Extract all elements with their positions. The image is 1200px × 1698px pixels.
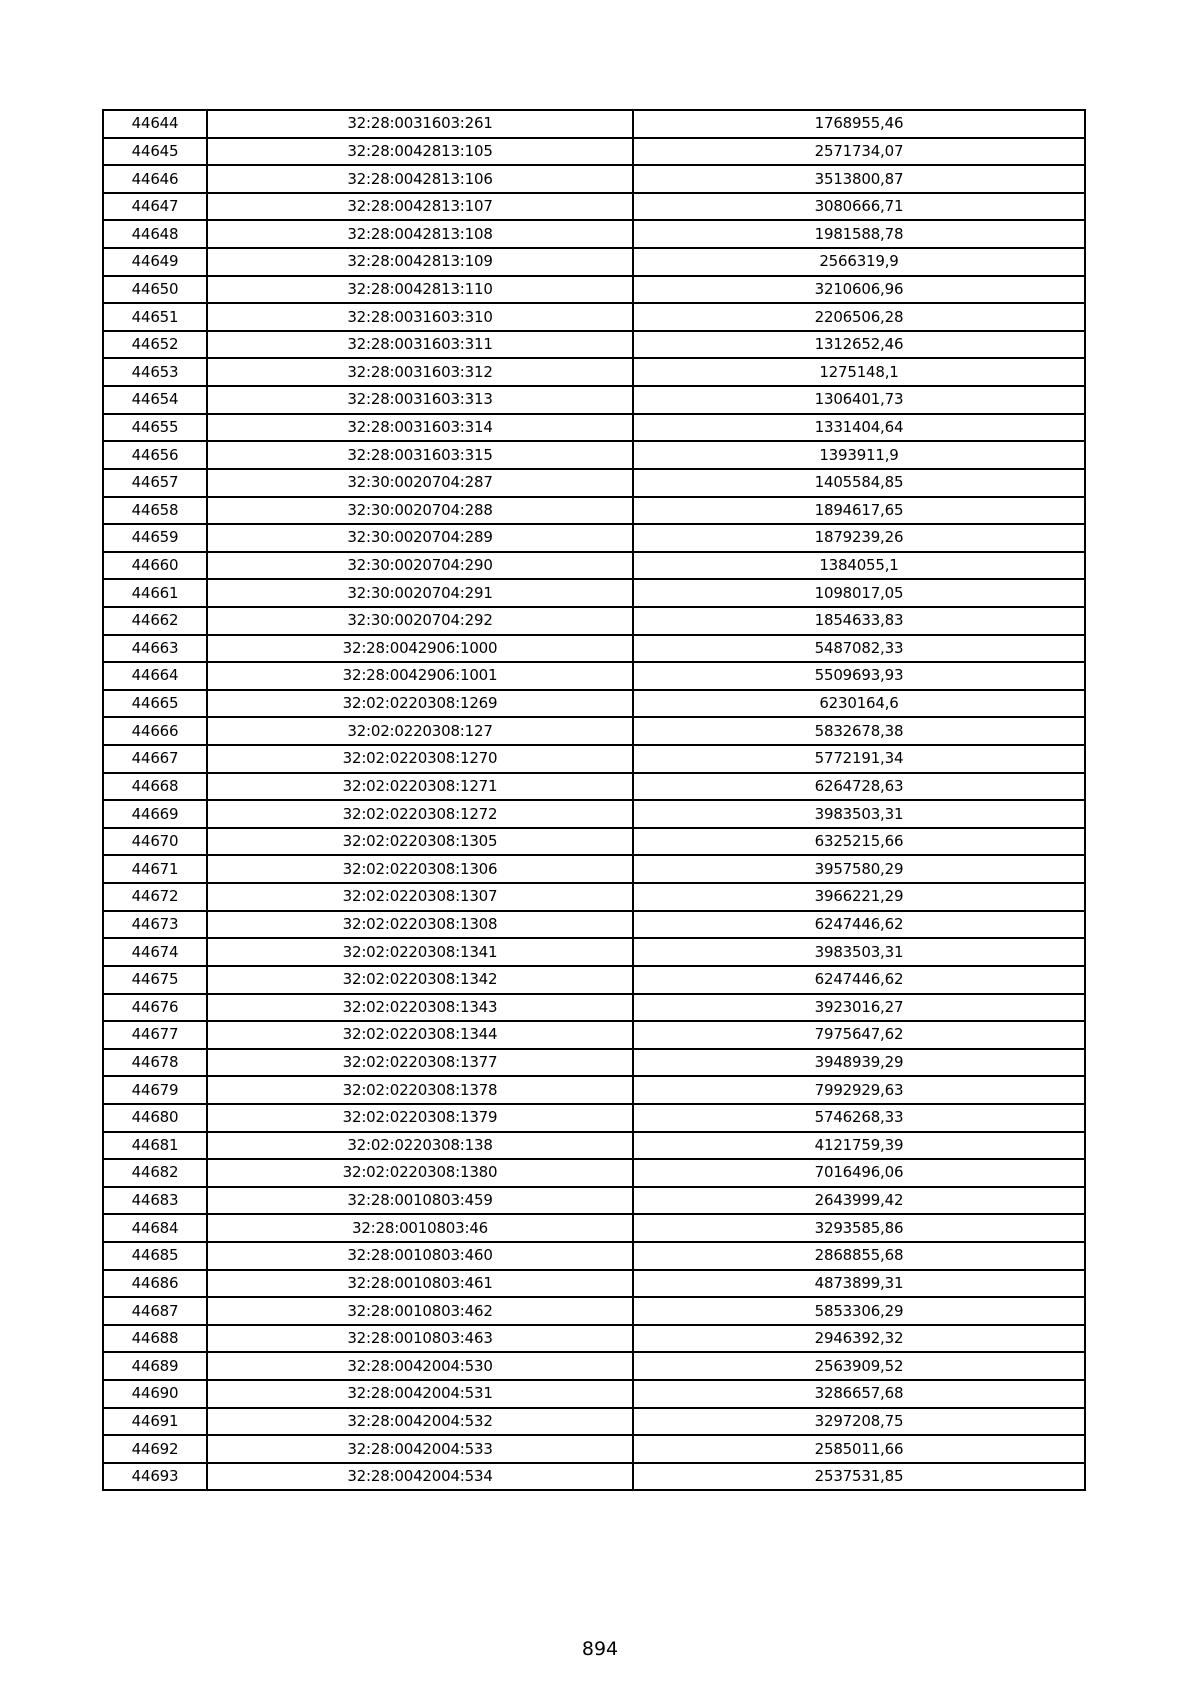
table-row [103,1104,1085,1132]
row-number-cell: 44693 [103,1463,207,1491]
cadastral-value-table [102,109,1086,1491]
cadastral-number-cell: 32:30:0020704:290 [207,552,633,580]
row-number-cell: 44675 [103,966,207,994]
cadastral-number-cell: 32:28:0031603:313 [207,386,633,414]
row-number-cell: 44683 [103,1187,207,1215]
table-row [103,1408,1085,1436]
value-cell: 3966221,29 [633,883,1085,911]
row-number-cell: 44646 [103,165,207,193]
row-number-cell: 44662 [103,607,207,635]
table-row [103,883,1085,911]
table-row [103,1021,1085,1049]
table-row [103,358,1085,386]
row-number-cell: 44678 [103,1049,207,1077]
row-number-cell: 44661 [103,579,207,607]
row-number-cell: 44680 [103,1104,207,1132]
row-number-cell: 44671 [103,855,207,883]
row-number-cell: 44684 [103,1214,207,1242]
row-number-cell: 44660 [103,552,207,580]
table-row [103,524,1085,552]
table-row [103,966,1085,994]
row-number-cell: 44692 [103,1435,207,1463]
row-number-cell: 44663 [103,635,207,663]
table-row [103,414,1085,442]
cadastral-number-cell: 32:28:0042813:110 [207,276,633,304]
value-cell: 5832678,38 [633,717,1085,745]
row-number-cell: 44668 [103,773,207,801]
value-cell: 6230164,6 [633,690,1085,718]
cadastral-number-cell: 32:28:0010803:462 [207,1297,633,1325]
table-row [103,552,1085,580]
cadastral-number-cell: 32:02:0220308:1379 [207,1104,633,1132]
table-row [103,331,1085,359]
value-cell: 1894617,65 [633,497,1085,525]
value-cell: 4873899,31 [633,1270,1085,1298]
value-cell: 4121759,39 [633,1132,1085,1160]
table-row [103,1380,1085,1408]
value-cell: 5509693,93 [633,662,1085,690]
cadastral-number-cell: 32:28:0042004:530 [207,1352,633,1380]
table-row [103,193,1085,221]
row-number-cell: 44645 [103,138,207,166]
value-cell: 6247446,62 [633,911,1085,939]
cadastral-number-cell: 32:28:0031603:311 [207,331,633,359]
value-cell: 2643999,42 [633,1187,1085,1215]
row-number-cell: 44691 [103,1408,207,1436]
value-cell: 1393911,9 [633,441,1085,469]
row-number-cell: 44653 [103,358,207,386]
value-cell: 3297208,75 [633,1408,1085,1436]
table-row [103,1297,1085,1325]
cadastral-number-cell: 32:28:0010803:459 [207,1187,633,1215]
cadastral-number-cell: 32:02:0220308:1271 [207,773,633,801]
value-cell: 3957580,29 [633,855,1085,883]
table-row [103,1325,1085,1353]
value-cell: 3293585,86 [633,1214,1085,1242]
cadastral-number-cell: 32:02:0220308:1308 [207,911,633,939]
table-body [103,110,1085,1490]
table-row [103,1187,1085,1215]
cadastral-number-cell: 32:28:0042813:108 [207,220,633,248]
cadastral-number-cell: 32:02:0220308:1380 [207,1159,633,1187]
cadastral-number-cell: 32:02:0220308:1306 [207,855,633,883]
row-number-cell: 44689 [103,1352,207,1380]
cadastral-number-cell: 32:28:0031603:314 [207,414,633,442]
value-cell: 1275148,1 [633,358,1085,386]
value-cell: 1312652,46 [633,331,1085,359]
cadastral-number-cell: 32:02:0220308:1378 [207,1076,633,1104]
table-row [103,441,1085,469]
table-row [103,1242,1085,1270]
value-cell: 1098017,05 [633,579,1085,607]
value-cell: 2571734,07 [633,138,1085,166]
row-number-cell: 44687 [103,1297,207,1325]
table-row [103,165,1085,193]
cadastral-number-cell: 32:30:0020704:287 [207,469,633,497]
cadastral-number-cell: 32:02:0220308:1307 [207,883,633,911]
row-number-cell: 44679 [103,1076,207,1104]
row-number-cell: 44688 [103,1325,207,1353]
value-cell: 3286657,68 [633,1380,1085,1408]
value-cell: 5772191,34 [633,745,1085,773]
value-cell: 6325215,66 [633,828,1085,856]
row-number-cell: 44652 [103,331,207,359]
cadastral-number-cell: 32:28:0042813:106 [207,165,633,193]
table-row [103,1159,1085,1187]
cadastral-number-cell: 32:28:0031603:315 [207,441,633,469]
cadastral-number-cell: 32:02:0220308:1344 [207,1021,633,1049]
cadastral-number-cell: 32:30:0020704:288 [207,497,633,525]
cadastral-number-cell: 32:28:0042906:1001 [207,662,633,690]
cadastral-number-cell: 32:28:0042004:534 [207,1463,633,1491]
row-number-cell: 44685 [103,1242,207,1270]
value-cell: 2946392,32 [633,1325,1085,1353]
cadastral-number-cell: 32:02:0220308:1269 [207,690,633,718]
row-number-cell: 44677 [103,1021,207,1049]
cadastral-number-cell: 32:28:0042004:531 [207,1380,633,1408]
row-number-cell: 44669 [103,800,207,828]
row-number-cell: 44667 [103,745,207,773]
row-number-cell: 44658 [103,497,207,525]
row-number-cell: 44659 [103,524,207,552]
table-row [103,717,1085,745]
table-row [103,690,1085,718]
table-row [103,386,1085,414]
cadastral-number-cell: 32:30:0020704:292 [207,607,633,635]
cadastral-number-cell: 32:28:0031603:312 [207,358,633,386]
value-cell: 3513800,87 [633,165,1085,193]
value-cell: 7975647,62 [633,1021,1085,1049]
value-cell: 6264728,63 [633,773,1085,801]
table-row [103,828,1085,856]
table-row [103,1132,1085,1160]
value-cell: 3948939,29 [633,1049,1085,1077]
row-number-cell: 44656 [103,441,207,469]
table-row [103,635,1085,663]
value-cell: 2566319,9 [633,248,1085,276]
value-cell: 2868855,68 [633,1242,1085,1270]
cadastral-number-cell: 32:02:0220308:1377 [207,1049,633,1077]
value-cell: 3210606,96 [633,276,1085,304]
value-cell: 7016496,06 [633,1159,1085,1187]
table-row [103,938,1085,966]
cadastral-number-cell: 32:28:0042813:109 [207,248,633,276]
row-number-cell: 44666 [103,717,207,745]
row-number-cell: 44651 [103,303,207,331]
value-cell: 5853306,29 [633,1297,1085,1325]
cadastral-number-cell: 32:28:0042906:1000 [207,635,633,663]
value-cell: 2585011,66 [633,1435,1085,1463]
cadastral-number-cell: 32:28:0042813:107 [207,193,633,221]
row-number-cell: 44690 [103,1380,207,1408]
cadastral-number-cell: 32:28:0010803:463 [207,1325,633,1353]
value-cell: 1331404,64 [633,414,1085,442]
cadastral-number-cell: 32:28:0042004:532 [207,1408,633,1436]
value-cell: 1405584,85 [633,469,1085,497]
table-row [103,1076,1085,1104]
table-row [103,994,1085,1022]
row-number-cell: 44657 [103,469,207,497]
table-row [103,607,1085,635]
table-row [103,276,1085,304]
table-row [103,1270,1085,1298]
cadastral-number-cell: 32:28:0010803:461 [207,1270,633,1298]
cadastral-number-cell: 32:02:0220308:1305 [207,828,633,856]
row-number-cell: 44672 [103,883,207,911]
table-row [103,1049,1085,1077]
table-row [103,497,1085,525]
table-row [103,469,1085,497]
cadastral-number-cell: 32:02:0220308:1272 [207,800,633,828]
value-cell: 2206506,28 [633,303,1085,331]
row-number-cell: 44649 [103,248,207,276]
row-number-cell: 44682 [103,1159,207,1187]
row-number-cell: 44665 [103,690,207,718]
table-row [103,220,1085,248]
cadastral-number-cell: 32:28:0042813:105 [207,138,633,166]
value-cell: 1854633,83 [633,607,1085,635]
row-number-cell: 44655 [103,414,207,442]
table-row [103,579,1085,607]
table-row [103,1352,1085,1380]
table-row [103,1214,1085,1242]
value-cell: 3080666,71 [633,193,1085,221]
table-row [103,1463,1085,1491]
value-cell: 5746268,33 [633,1104,1085,1132]
table-row [103,138,1085,166]
value-cell: 1306401,73 [633,386,1085,414]
value-cell: 3983503,31 [633,938,1085,966]
row-number-cell: 44648 [103,220,207,248]
row-number-cell: 44673 [103,911,207,939]
cadastral-number-cell: 32:02:0220308:1270 [207,745,633,773]
cadastral-number-cell: 32:28:0031603:310 [207,303,633,331]
value-cell: 3983503,31 [633,800,1085,828]
cadastral-number-cell: 32:30:0020704:289 [207,524,633,552]
cadastral-number-cell: 32:02:0220308:127 [207,717,633,745]
value-cell: 6247446,62 [633,966,1085,994]
row-number-cell: 44647 [103,193,207,221]
cadastral-number-cell: 32:30:0020704:291 [207,579,633,607]
table-row [103,110,1085,138]
cadastral-number-cell: 32:28:0031603:261 [207,110,633,138]
cadastral-number-cell: 32:28:0010803:460 [207,1242,633,1270]
page-number: 894 [581,1638,619,1660]
cadastral-number-cell: 32:02:0220308:1342 [207,966,633,994]
table-row [103,773,1085,801]
table-row [103,911,1085,939]
value-cell: 1768955,46 [633,110,1085,138]
row-number-cell: 44681 [103,1132,207,1160]
cadastral-number-cell: 32:02:0220308:1343 [207,994,633,1022]
row-number-cell: 44644 [103,110,207,138]
table-row [103,248,1085,276]
value-cell: 2537531,85 [633,1463,1085,1491]
value-cell: 3923016,27 [633,994,1085,1022]
table-row [103,800,1085,828]
table-row [103,855,1085,883]
cadastral-number-cell: 32:02:0220308:1341 [207,938,633,966]
value-cell: 5487082,33 [633,635,1085,663]
value-cell: 1879239,26 [633,524,1085,552]
value-cell: 1981588,78 [633,220,1085,248]
row-number-cell: 44686 [103,1270,207,1298]
value-cell: 7992929,63 [633,1076,1085,1104]
table-row [103,662,1085,690]
table-row [103,745,1085,773]
row-number-cell: 44670 [103,828,207,856]
table-row [103,1435,1085,1463]
cadastral-number-cell: 32:28:0042004:533 [207,1435,633,1463]
table-row [103,303,1085,331]
row-number-cell: 44674 [103,938,207,966]
cadastral-number-cell: 32:28:0010803:46 [207,1214,633,1242]
value-cell: 1384055,1 [633,552,1085,580]
row-number-cell: 44676 [103,994,207,1022]
row-number-cell: 44654 [103,386,207,414]
cadastral-number-cell: 32:02:0220308:138 [207,1132,633,1160]
row-number-cell: 44664 [103,662,207,690]
row-number-cell: 44650 [103,276,207,304]
value-cell: 2563909,52 [633,1352,1085,1380]
